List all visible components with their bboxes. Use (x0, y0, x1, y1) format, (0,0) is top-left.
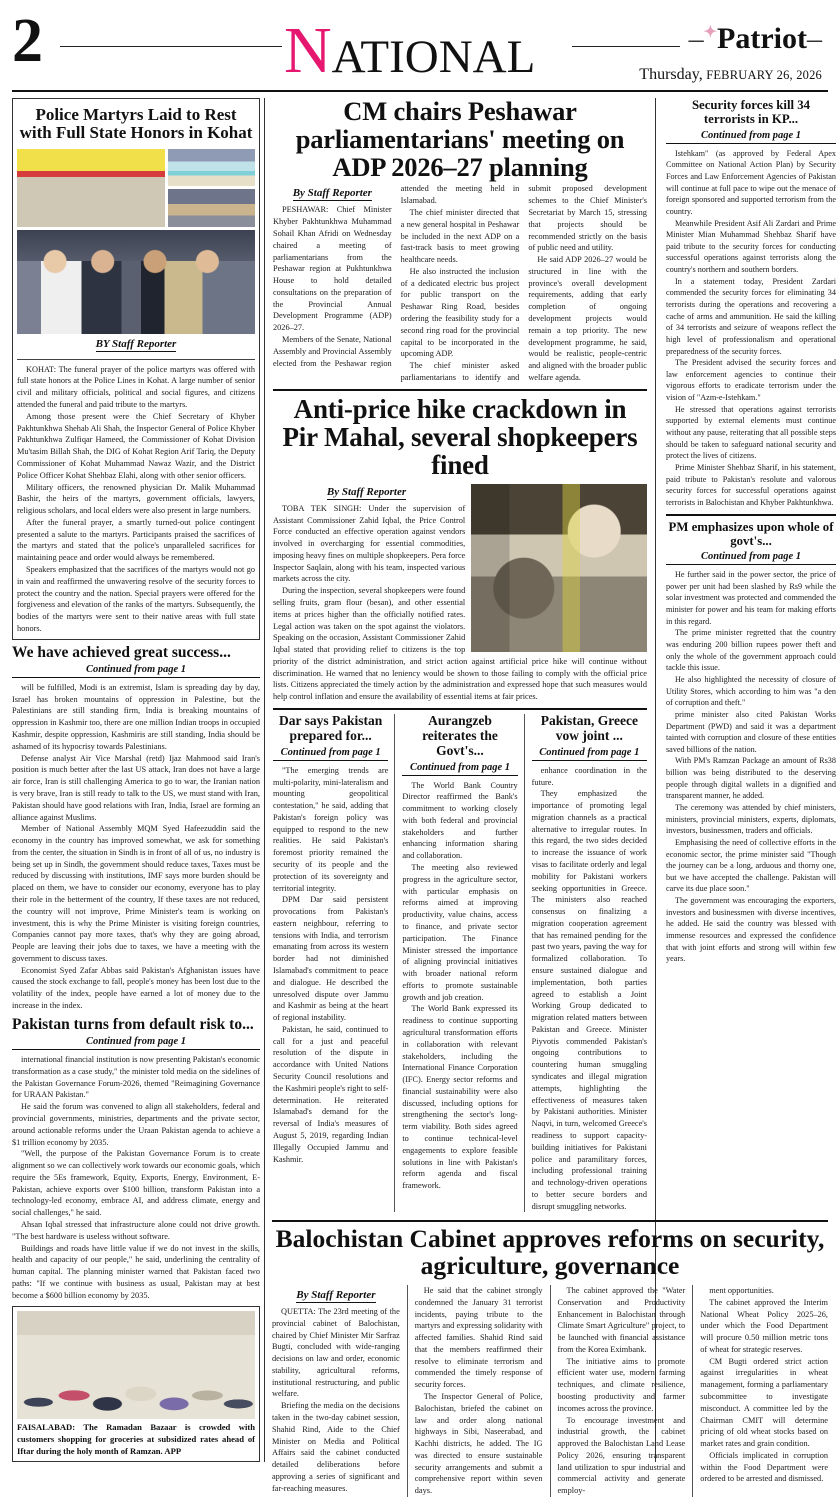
balochistan-para: The cabinet approved the Interim National Wheat Policy 2025–26, under which the Food Department will procure 0.50 million metric tons of wheat for strategic reserves. (700, 1297, 828, 1354)
balochistan-para: To encourage investment and industrial growth, the cabinet approved the Balochistan Land Lease Policy 2026, ensuring transparent land utilization to spur industrial and commercial activity and generate employ- (557, 1415, 686, 1496)
pm-para: The government was encouraging the exporters, investors and businessmen with diverse incentives, he added. He said the country was blessed with immense resources and expressed the confidence that with joint efforts and strong will within few years. (666, 896, 836, 964)
pm-para: He also highlighted the necessity of closure of Utility Stores, which according to him was "a den of corruption and theft." (666, 674, 836, 708)
price-bottom-rule (273, 708, 647, 710)
adp-para: The chief minister asked parliamentarians to identify and submit proposed development schemes to the Chief Minister's Secretariat by March 15, stressing that projects should be recommended strictly on the basis of public need and utility. (400, 184, 647, 382)
kohat-para: Speakers emphasized that the sacrifices of the martyrs would not go in vain and reaffirmed the unwavering resolve of the security forces to protect the country and the nation. Special prayers were offered for the forgiveness and elevation of the ranks of the martyrs. Subsequently, the bodies of the martyrs were sent to their native areas with full state honors. (17, 564, 255, 633)
photo-funeral-crowd (17, 149, 165, 227)
security-para: Meanwhile President Asif Ali Zardari and Prime Minister Mian Muhammad Shehbaz Sharif have paid tribute to the security forces for conducting successful operations against terrorists along the country's northern and southern borders. (666, 218, 836, 275)
aurangzeb-headline: Aurangzeb reiterates the Govt's... (422, 713, 498, 758)
bazaar-caption: FAISALABAD: The Ramadan Bazaar is crowded with customers shopping for groceries at subsidized rates ahead of Iftar during the holy month of Ramzan. APP (17, 1422, 255, 1456)
price-para: TOBA TEK SINGH: Under the supervision of Assistant Commissioner Zahid Iqbal, the Price Control Force conducted an effective operation against vendors involved in overcharging for essential commodities, imposing heavy fines on multiple shopkeepers. Pera force Inspector Saqlain, along with his team, inspected various markets across the city. (273, 503, 466, 584)
kohat-photo-grid (17, 149, 255, 227)
kohat-para: KOHAT: The funeral prayer of the police martyrs was offered with full state honors at the Police Lines in Kohat. A large number of senior civil and military officials, political and social figures, and citizens attended the funeral and paid tribute to the martyrs. (17, 364, 255, 410)
photo-market-inspection (471, 484, 647, 652)
photo-mourners (168, 189, 255, 227)
balochistan-columns (272, 1285, 828, 1497)
success-rule (12, 677, 260, 678)
pm-rule (666, 564, 836, 565)
success-headline: We have achieved great success... (12, 643, 231, 661)
security-bottom-rule (666, 514, 836, 516)
dateline (639, 66, 822, 84)
dateline-monthday: FEBRUARY 26, 2026 (706, 68, 822, 82)
kohat-para: Military officers, the renowned physician Dr. Malik Muhammad Bashir, the heirs of the martyrs, government officials, lawyers, religious scholars, and local elders were also present in large numbers. (17, 482, 255, 516)
dar-body (273, 765, 388, 1166)
masthead-rule-right (572, 46, 680, 47)
greece-headline: Pakistan, Greece vow joint ... (540, 713, 638, 743)
adp-para: He said ADP 2026–27 would be structured in line with the province's overall development requirements, adding that early completion of ongoing development projects would remain a top priority. The new development programme, he said, would be realistic, people-centric and aligned with the broader public welfare agenda. (528, 255, 647, 382)
aurangzeb-continued: Continued from page 1 (409, 761, 511, 773)
balochistan-para: The initiative aims to promote efficient water use, modern farming techniques, and climate resilience, boosting productivity and farmer incomes across the province. (557, 1356, 686, 1413)
balochistan-para: The cabinet approved the "Water Conservation and Productivity Enhancement in Balochistan through Climate Smart Agriculture" project, to be launched with financial assistance from the Korea Eximbank. (557, 1285, 686, 1354)
success-para: Member of National Assembly MQM Syed Hafeezuddin said the economy in the country has improved somewhat, we ask for something from the center, the situation in Sindh is in front of all of us, no industry is being set up in Sindh, the government should reduce taxes, Taxes must be reduced by discussing with institutions, IMF says more burden should be placed on them, we have to consider our economy, everyone has to play their role in the betterment of the country, If these taxes are not reduced, the country will not improve, Prime Minister's team is working on investment, this is why the Prime Minister is visiting foreign countries, Companies cannot pay more taxes, that's why they are going abroad, People are leaving their jobs due to taxes, we have a meeting with the government to discuss taxes. (12, 824, 260, 963)
price-article (273, 482, 647, 703)
dar-para: DPM Dar said persistent provocations from Pakistan's eastern neighbour, referring to tensions with India, and terrorism emanating from across its western border had not diminished Islamabad's commitment to peace and dialogue. He described the unresolved dispute over Jammu and Kashmir as being at the heart of regional instability. (273, 895, 389, 1023)
success-para: Defense analyst Air Vice Marshal (retd) Ijaz Mahmood said Iran's position is much better after the last US attack, Iran does not have a large air force, Iran is still challenging America to go to war, the Iranian nation is very brave, Iran is still ready to talk to the US, we must stand with Iran, Pakistan should have good relations with Iran, India, Israel are forming an alliance against Muslims. (12, 753, 260, 822)
pm-body (666, 569, 836, 965)
security-continued: Continued from page 1 (700, 129, 802, 141)
balochistan-wrap (12, 1214, 828, 1497)
greece-para: They emphasized the importance of promoting legal migration channels as a practical alternative to irregular routes. In this regard, the two sides decided to increase the issuance of work visas to facilitate orderly and legal mobility for Pakistani workers seeking opportunities in Greece. The ministers also reached consensus on finalizing a migration cooperation agreement that has remained pending for the past two years, paving the way for formalized collaboration. To ensure sustained dialogue and implementation, both parties agreed to establish a Joint Working Group dedicated to migration related matters between Pakistan and Greece. Minister Piyvotis commended Pakistan's ongoing contributions to countering human smuggling syndicates and illegal migration attempts, highlighting the effectiveness of measures taken by Pakistani authorities. Minister Naqvi, in turn, welcomed Greece's readiness to support capacity-building initiatives for Pakistani police and paramilitary forces, including professional training and technology-driven operations to better secure borders and disrupt smuggling networks. (531, 789, 647, 1211)
security-body (666, 148, 836, 509)
balochistan-byline: By Staff Reporter (296, 1288, 376, 1301)
price-byline: By Staff Reporter (326, 485, 407, 498)
balochistan-body-4 (700, 1285, 828, 1485)
pm-para: With PM's Ramzan Package an amount of Rs38 billion was being distributed to the deserving people through digital wallets in a dignified and transparent manner, he added. (666, 756, 836, 801)
default-para: international financial institution is now presenting Pakistan's economic transformation as a case study," the minister told media on the sidelines of the Pakistan Governance Forum-2026, themed "Reimagining Governance for URAAN Pakistan." (12, 1055, 260, 1100)
page-folio-number: 2 (12, 7, 41, 75)
balochistan-content (264, 1214, 828, 1497)
balochistan-col-3 (550, 1285, 693, 1497)
kohat-byline: BY Staff Reporter (95, 337, 177, 350)
pm-para: The prime minister regretted that the country was enduring 200 billion rupees power theft and only the whole of the government approach could tackle this issue. (666, 628, 836, 673)
masthead (12, 7, 828, 88)
balochistan-body-2 (415, 1285, 543, 1497)
balochistan-para: He said that the cabinet strongly condemned the January 31 terrorist incidents, paying tribute to the martyrs and expressing solidarity with affected families. Shahid Rind said that the members reaffirmed their resolve to eliminate terrorism and commended the timely response of security forces. (414, 1285, 543, 1390)
balochistan-headline: Balochistan Cabinet approves reforms on security, agriculture, governance (275, 1224, 825, 1281)
balochistan-para: Officials implicated in corruption within the Food Department were ordered to be arrested and dismissed. (700, 1450, 828, 1484)
default-para: He said the forum was convened to align all stakeholders, federal and provincial governments, ministries, departments and the private sector, around actionable reforms under the Uraan Pakistan agenda to achieve a $1 trillion economy by 2035. (12, 1102, 260, 1147)
security-para: Prime Minister Shehbaz Sharif, in his statement, paid tribute to Pakistan's resolute and valorous security forces for successful operations against terrorists in Balochistan and Khyber Pakhtunkhwa. (666, 462, 836, 507)
success-body (12, 682, 260, 1012)
default-para: "Well, the purpose of the Pakistan Governance Forum is to create alignment so we can collectively work towards our economic goals, which require the 5Es framework, Equity, Exports, Energy, Environment, E-Pakistan, achieve exports over $100 billion, transform Pakistan into a technology-led economy, embrace AI, and address climate, energy and social challenges," he said. (12, 1149, 260, 1218)
brand-logo: –✦Patriot– (688, 22, 822, 55)
kohat-para: After the funeral prayer, a smartly turned-out police contingent presented a salute to the martyrs. Participants praised the sacrifices of the martyrs and stated that the police's unparalleled sacrifices for maintaining peace and order would always be remembered. (17, 517, 255, 563)
greece-continued: Continued from page 1 (539, 746, 640, 758)
aurangzeb-rule (402, 775, 517, 776)
greece-para: enhance coordination in the future. (531, 765, 647, 787)
security-headline: Security forces kill 34 terrorists in KP... (691, 98, 811, 127)
default-headline: Pakistan turns from default risk to... (12, 1015, 254, 1033)
balochistan-para: QUETTA: The 23rd meeting of the provincial cabinet of Balochistan, chaired by Chief Minister Mir Sarfraz Bugti, concluded with wide-ranging decisions on law and order, economic stability, agricultural reforms, institutional restructuring, and public welfare. (272, 1306, 400, 1399)
aurangzeb-body (402, 780, 517, 1192)
masthead-rule-left (60, 46, 282, 47)
price-headline: Anti-price hike crackdown in Pir Mahal, several shopkeepers fined (282, 393, 638, 481)
adp-columns (273, 183, 647, 383)
aurangzeb-para: The World Bank Country Director reaffirmed the Bank's commitment to working closely with both federal and provincial stakeholders and further enhancing information sharing and collaboration. (402, 780, 518, 861)
kohat-headline: Police Martyrs Laid to Rest with Full State Honors in Kohat (19, 105, 253, 142)
balochistan-para: Briefing the media on the decisions taken in the two-day cabinet session, Shahid Rind, Aide to the Chief Minister on Media and Political Affairs said the cabinet conducted detailed deliberations before approving a series of significant and far-reaching measures. (272, 1401, 400, 1493)
dar-rule (273, 760, 388, 761)
balochistan-top-rule (272, 1220, 828, 1222)
adp-para: PESHAWAR: Chief Minister Khyber Pakhtunkhwa Muhammad Sohail Khan Afridi on Wednesday chaired a meeting of parliamentarians from the Peshawar region at Pukhtunkhwa House to hold detailed consultations on the preparation of the Provincial Annual Development Programme (ADP) 2026–27. (273, 205, 392, 333)
greece-rule (532, 760, 647, 761)
section-title (284, 14, 536, 87)
security-para: He stressed that operations against terrorists supported by external elements must continue without any pause, reiterating that all possible steps should be taken to safeguard national security and protect the lives of citizens. (666, 404, 836, 461)
continued-story-aurangzeb (394, 714, 523, 1212)
dateline-day: Thursday, (639, 66, 703, 83)
success-continued: Continued from page 1 (85, 663, 187, 675)
balochistan-para: The Inspector General of Police, Balochistan, briefed the cabinet on law and order along national highways in Sibi, Naseerabad, and Kachhi districts, he added. The IG was directed to ensure sustainable security arrangements and submit a comprehensive report within seven days. (414, 1391, 543, 1496)
section-title-dropcap: N (284, 14, 332, 87)
balochistan-para: ment opportunities. (709, 1285, 774, 1295)
dar-para: "The emerging trends are multi-polarity, mini-lateralism and mounting geopolitical contestation," he said, adding that Pakistan's foreign policy was equipped to respond to the new realities. He said Pakistan's foremost priority remained the security of its people and the protection of its sovereignty and territorial integrity. (273, 765, 389, 893)
default-para: Buildings and roads have little value if we do not invest in the skills, health and capacity of our people," he said, underlining the centrality of human capital. The planning minister warned that Pakistan faced two paths: "If we continue with business as usual, Pakistan may at best become a $600 billion economy by 2035. (12, 1243, 260, 1300)
adp-para: He also instructed the inclusion of a dedicated electric bus project for public transport on the Peshawar Ring Road, besides ordering the feasibility study for a second ring road for the provincial capital to be incorporated in the upcoming ADP. (400, 266, 520, 359)
photo-officials-prayer (17, 230, 255, 334)
continued-stories-row (273, 714, 647, 1212)
balochistan-col-4 (692, 1285, 828, 1497)
default-para: Ahsan Iqbal stressed that infrastructure alone could not drive growth. "The best hardware is useless without software. (12, 1220, 260, 1241)
kohat-para: Among those present were the Chief Secretary of Khyber Pakhtunkhwa Shehab Ali Shah, the Inspector General of Police Khyber Pakhtunkhwa Zulfiqar Hameed, the Commissioner of Kohat Division Mu'tasim Billah Shah, the DIG of Kohat Region Arif Tariq, the Deputy Commissioner of Kohat Muhammad Nawaz Wazir, and the District Police Officer Kohat Shehbaz Elahi, along with other senior officers. (17, 411, 255, 480)
balochistan-body-3 (558, 1285, 686, 1497)
default-rule (12, 1049, 260, 1050)
continued-story-dar (273, 714, 394, 1212)
pm-continued: Continued from page 1 (700, 551, 802, 563)
price-para: During the inspection, several shopkeepers were found selling fruits, gram flour (besan), and other essential items at prices higher than the officially notified rates. Legal action was taken on the spot against the violators. Speaking on the occasion, Assistant Commissioner Zahid Iqbal stated that providing relief to citizens is the top priority of the district administration, and strict action against artificial price hike will continue without discrimination. He warned that no leniency would be shown to those failing to comply with the official price lists. Citizens appreciated the timely action by the administration and expressed hope that such measures would help control inflation and ensure the availability of essential items at fair prices. (273, 586, 647, 702)
pm-headline: PM emphasizes upon whole of govt's... (668, 519, 834, 548)
greece-body (532, 765, 647, 1213)
balochistan-section (12, 1214, 828, 1497)
dar-para: Pakistan, he said, continued to call for a just and peaceful resolution of the dispute in accordance with United Nations Security Council resolutions and the Kashmiri people's right to self-determination. He reiterated Islamabad's demand for the reversal of India's measures of August 5, 2019, regarding Indian Illegally Occupied Jammu and Kashmir. (273, 1024, 389, 1164)
balochistan-body-1 (272, 1306, 400, 1495)
kohat-article-box (12, 98, 260, 640)
aurangzeb-para: The meeting also reviewed progress in the agriculture sector, with particular emphasis on reforms aimed at improving productivity, value chains, access to finance, and private sector participation. The Finance Minister stressed the importance of aligning provincial initiatives with broader national reform efforts to promote sustainable growth and job creation. (402, 863, 518, 1002)
pm-para: prime minister also cited Pakistan Works Department (PWD) and said it was a department tainted with corruption and closure of these entities saved billions of the nation. (666, 709, 836, 754)
kohat-byline-rule (17, 359, 255, 360)
adp-para: Members of the Senate, National Assembly and Provincial Assembly elected from the Peshawar region attended the meeting held in Islamabad. (273, 184, 520, 368)
adp-headline: CM chairs Peshawar parliamentarians' meeting on ADP 2026–27 planning (295, 96, 625, 182)
continued-story-greece (524, 714, 647, 1212)
section-title-rest: ATIONAL (331, 31, 536, 83)
balochistan-col-1 (272, 1285, 407, 1497)
dar-headline: Dar says Pakistan prepared for... (279, 713, 383, 743)
pm-para: The ceremony was attended by chief ministers, ministers, provincial ministers, experts, diplomats, investors, businessmen, traders and officials. (666, 802, 836, 836)
kohat-body (17, 364, 255, 635)
adp-bottom-rule (273, 389, 647, 391)
brand-name: Patriot (717, 22, 807, 55)
security-para: The President advised the security forces and law enforcement agencies to continue their vigorous efforts to eradicate terrorism under the vision of "Azm-e-Istehkam." (666, 358, 836, 403)
security-para: Istehkam" (as approved by Federal Apex Committee on National Action Plan) by Security Forces and Law Enforcement Agencies of Pakistan will continue at full pace to wipe out the menace of foreign sponsored and supported terrorism from the country. (666, 148, 836, 216)
security-para: In a statement today, President Zardari commended the security forces for eliminating 34 terrorists during the operations and recovering a cache of arms and ammunition. He said the killing of 34 terrorists and seizure of weapons reflect the high level of professionalism and operational preparedness of the security forces. (666, 276, 836, 356)
photo-coffins (168, 149, 255, 187)
aurangzeb-para: The World Bank expressed its readiness to continue supporting agricultural transformation efforts in collaboration with relevant stakeholders, including the International Finance Corporation (IFC). Energy sector reforms and financial sustainability were also discussed, including options for strengthening the sector's long-term viability. Both sides agreed to continue technical-level engagements to explore feasible solutions in line with Pakistan's reform agenda and fiscal framework. (402, 1004, 518, 1191)
dar-continued: Continued from page 1 (280, 746, 381, 758)
adp-para: The chief minister directed that a new general hospital in Peshawar be included in the next ADP on a fast-track basis to meet growing healthcare needs. (400, 208, 520, 265)
success-para: Economist Syed Zafar Abbas said Pakistan's Afghanistan issues have caused the stock exchange to fall, people's money has been lost due to the volatility of the index, people have earned a lot of money due to the increase in the index. (12, 965, 260, 1011)
default-continued: Continued from page 1 (85, 1036, 187, 1048)
balochistan-left-spacer (12, 1214, 264, 1497)
adp-body (273, 183, 647, 383)
security-rule (666, 143, 836, 144)
success-para: will be fulfilled, Modi is an extremist, Islam is spreading day by day, Israel has broken mountains of oppression in Palestine, but the Palestinians are still standing firm, India is breaking mountains of oppression in Kashmir too, there are one million Indian troops in occupied Kashmir, despite oppression, Kashmiris are still standing, India should be ashamed of its hypocrisy towards Palestinians. (12, 682, 260, 751)
masthead-bottom-rule (12, 90, 828, 92)
balochistan-para: CM Bugti ordered strict action against irregularities in wheat management, forming a parliamentary subcommittee to investigate misconduct. A committee led by the Chairman CMIT will determine pricing of old wheat stocks based on market rates and grain condition. (700, 1356, 828, 1449)
adp-byline: By Staff Reporter (292, 187, 372, 200)
pm-para: He further said in the power sector, the price of power per unit had been slashed by Rs9 while the solar investment was protected and commended the minister for power and his team for making efforts in this regard. (666, 570, 836, 626)
balochistan-col-2 (407, 1285, 550, 1497)
pm-para: Emphasising the need of collective efforts in the economic sector, the prime minister said "Though the journey can be a long, arduous and thorny one, but we have accepted the challenge. Pakistan will carve its due place soon." (666, 837, 836, 894)
